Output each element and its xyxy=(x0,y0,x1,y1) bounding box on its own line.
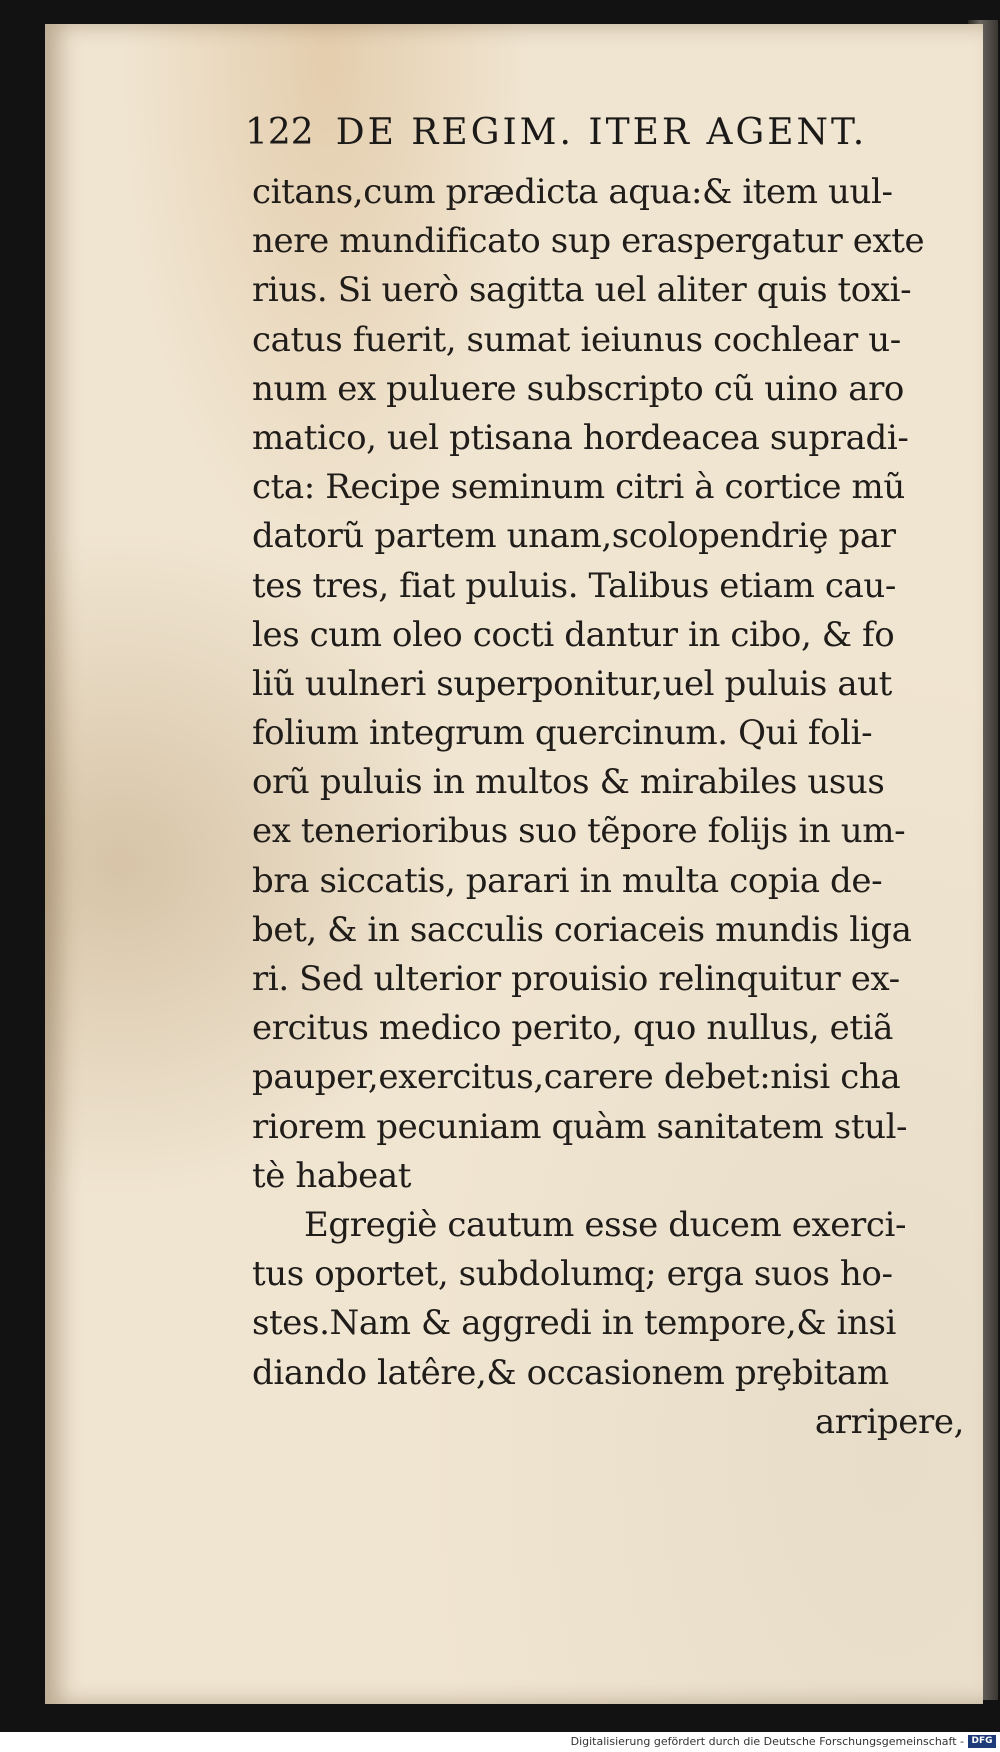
paragraph-start-line: Egregiè cautum esse ducem exerci- xyxy=(304,1204,907,1245)
text-block xyxy=(252,168,968,1447)
text-line: cta: Recipe seminum citri à cortice mũ xyxy=(252,467,905,508)
digitization-credit: Digitalisierung gefördert durch die Deutsche Forschungsgemeinschaft - xyxy=(570,1735,964,1748)
text-line: citans,cum prædicta aqua:& item uul- xyxy=(252,172,893,212)
text-line: diando latêre,& occasionem prȩbitam xyxy=(252,1352,889,1393)
text-line: orũ puluis in multos & mirabiles usus xyxy=(252,762,885,803)
digitization-footer xyxy=(0,1732,1000,1752)
text-line: ercitus medico perito, quo nullus, etiã xyxy=(252,1008,893,1049)
text-line: tes tres, fiat puluis. Talibus etiam cau- xyxy=(252,565,896,606)
text-line: riorem pecuniam quàm sanitatem stul- xyxy=(252,1106,908,1147)
text-line: ri. Sed ulterior prouisio relinquitur ex- xyxy=(252,959,900,999)
page-number: 122 xyxy=(245,112,314,153)
running-header xyxy=(245,112,925,162)
text-line: tè habeat xyxy=(252,1155,411,1196)
text-line: ex tenerioribus suo tẽpore folijs in um- xyxy=(252,811,906,852)
text-line: liũ uulneri superponitur,uel puluis aut xyxy=(252,663,892,704)
text-line: catus fuerit, sumat ieiunus cochlear u- xyxy=(252,319,901,360)
running-title: DE REGIM. ITER AGENT. xyxy=(335,112,868,153)
text-line: folium integrum quercinum. Qui foli- xyxy=(252,713,873,754)
text-line: bra siccatis, parari in multa copia de- xyxy=(252,860,883,901)
text-line: pauper,exercitus,carere debet:nisi cha xyxy=(252,1057,901,1098)
text-line: tus oportet, subdolumq; erga suos ho- xyxy=(252,1254,893,1295)
text-line: num ex puluere subscripto cũ uino aro xyxy=(252,368,905,409)
text-line: les cum oleo cocti dantur in cibo, & fo xyxy=(252,614,895,655)
text-line: bet, & in sacculis coriaceis mundis liga xyxy=(252,909,912,950)
text-line: datorũ partem unam,scolopendriȩ par xyxy=(252,516,896,557)
text-line: stes.Nam & aggredi in tempore,& insi xyxy=(252,1303,897,1344)
text-line: matico, uel ptisana hordeacea supradi- xyxy=(252,417,909,458)
text-line: nere mundificato sup eraspergatur exte xyxy=(252,221,925,262)
catchword: arripere, xyxy=(814,1401,964,1442)
dfg-logo-icon: DFG xyxy=(968,1735,996,1748)
text-line: rius. Si uerò sagitta uel aliter quis toxi- xyxy=(252,270,912,311)
